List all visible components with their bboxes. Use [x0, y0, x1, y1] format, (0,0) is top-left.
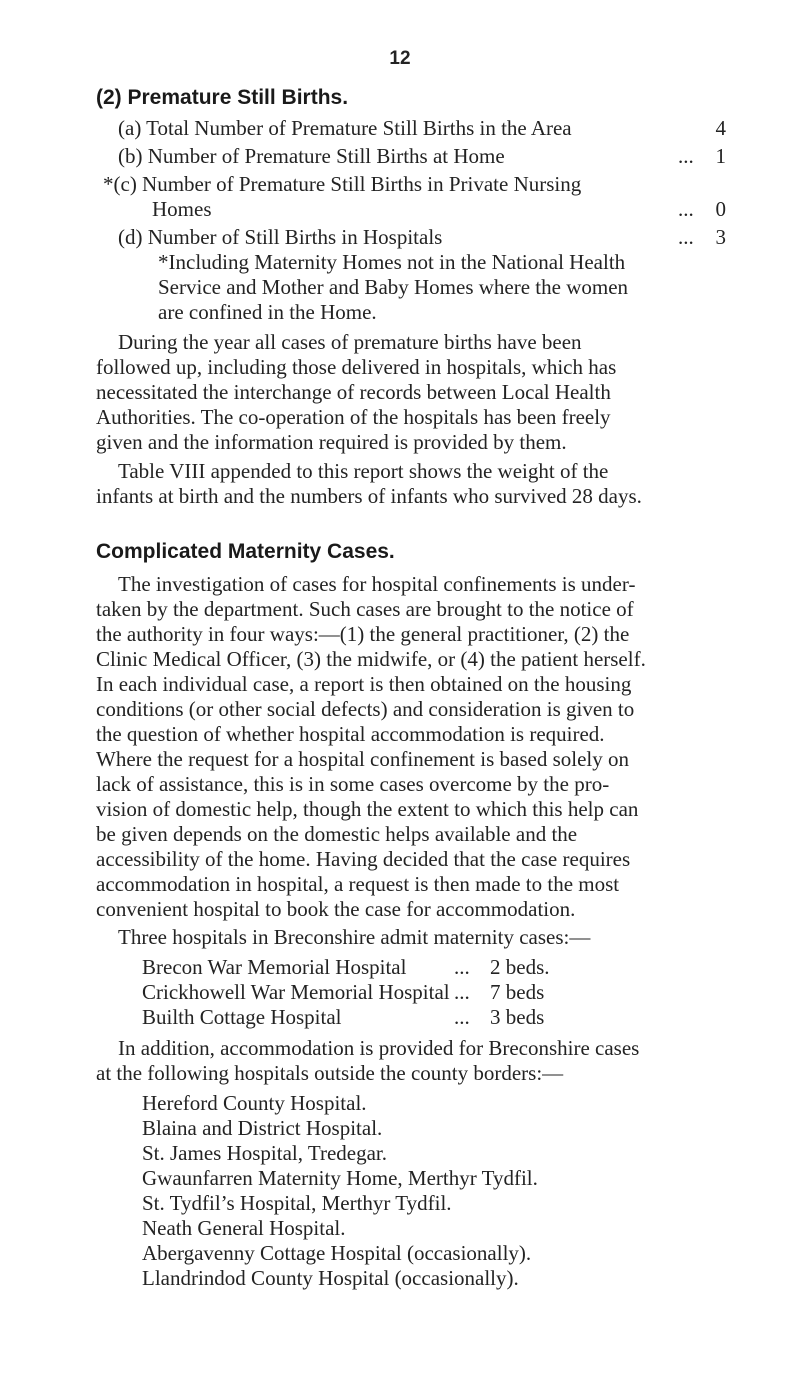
item-c-label: *(c) Number of Premature Still Births in Private Nursing — [103, 172, 582, 196]
para-line: convenient hospital to book the case for accommodation. — [96, 897, 576, 921]
item-b-label: (b) Number of Premature Still Births at Home — [118, 144, 505, 168]
para-line: The investigation of cases for hospital confinements is under- — [118, 572, 636, 596]
item-c-value: 0 — [715, 197, 726, 221]
para-line: vision of domestic help, though the extent to which this help can — [96, 797, 639, 821]
para-line: at the following hospitals outside the county borders:— — [96, 1061, 564, 1085]
para-line: In each individual case, a report is then obtained on the housing — [96, 672, 632, 696]
para-line: Where the request for a hospital confinement is based solely on — [96, 747, 629, 771]
para-line: accommodation in hospital, a request is then made to the most — [96, 872, 620, 896]
para-line: Clinic Medical Officer, (3) the midwife, or (4) the patient herself. — [96, 647, 646, 671]
item-c-leader: ... — [678, 197, 694, 221]
para-line: the authority in four ways:—(1) the general practitioner, (2) the — [96, 622, 630, 646]
para-line: taken by the department. Such cases are brought to the notice of — [96, 597, 634, 621]
hospital-beds: 7 beds — [490, 980, 545, 1004]
para-line: Authorities. The co-operation of the hospitals has been freely — [96, 405, 611, 429]
para-line: be given depends on the domestic helps available and the — [96, 822, 578, 846]
para-line: lack of assistance, this is in some cases overcome by the pro- — [96, 772, 610, 796]
item-d-leader: ... — [678, 225, 694, 249]
item-b-value: 1 — [715, 144, 726, 168]
hospital-leader: ... — [454, 1005, 470, 1029]
outside-hospital: St. Tydfil’s Hospital, Merthyr Tydfil. — [142, 1191, 452, 1215]
para-line: infants at birth and the numbers of infants who survived 28 days. — [96, 484, 642, 508]
hospital-name: Crickhowell War Memorial Hospital — [142, 980, 450, 1004]
hospital-leader: ... — [454, 980, 470, 1004]
para-line: accessibility of the home. Having decided that the case requires — [96, 847, 631, 871]
para-line: Table VIII appended to this report shows the weight of the — [118, 459, 609, 483]
premature-heading: (2) Premature Still Births. — [96, 86, 349, 109]
hospital-name: Builth Cottage Hospital — [142, 1005, 342, 1029]
footnote-line: Service and Mother and Baby Homes where the women — [158, 275, 629, 299]
item-d-value: 3 — [715, 225, 726, 249]
para-line: the question of whether hospital accommodation is required. — [96, 722, 605, 746]
para-line: necessitated the interchange of records between Local Health — [96, 380, 611, 404]
item-a-label: (a) Total Number of Premature Still Births in the Area — [118, 116, 572, 140]
hospital-beds: 3 beds — [490, 1005, 545, 1029]
outside-hospital: Blaina and District Hospital. — [142, 1116, 383, 1140]
outside-hospital: Llandrindod County Hospital (occasionally). — [142, 1266, 519, 1290]
footnote-line: are confined in the Home. — [158, 300, 377, 324]
complicated-heading: Complicated Maternity Cases. — [96, 540, 395, 563]
hospital-beds: 2 beds. — [490, 955, 550, 979]
outside-hospital: Neath General Hospital. — [142, 1216, 346, 1240]
outside-hospital: Abergavenny Cottage Hospital (occasionally). — [142, 1241, 532, 1265]
item-b-leader: ... — [678, 144, 694, 168]
para-line: followed up, including those delivered in hospitals, which has — [96, 355, 617, 379]
para-line: In addition, accommodation is provided for Breconshire cases — [118, 1036, 640, 1060]
para-line: given and the information required is provided by them. — [96, 430, 567, 454]
hospital-name: Brecon War Memorial Hospital — [142, 955, 407, 979]
outside-hospital: Gwaunfarren Maternity Home, Merthyr Tydfil. — [142, 1166, 538, 1190]
hospital-leader: ... — [454, 955, 470, 979]
page-number: 12 — [389, 48, 411, 69]
item-a-value: 4 — [715, 116, 726, 140]
para-line: During the year all cases of premature births have been — [118, 330, 582, 354]
footnote-line: *Including Maternity Homes not in the National Health — [158, 250, 626, 274]
para-line: conditions (or other social defects) and consideration is given to — [96, 697, 635, 721]
outside-hospital: Hereford County Hospital. — [142, 1091, 367, 1115]
outside-hospital: St. James Hospital, Tredegar. — [142, 1141, 387, 1165]
hospitals-intro: Three hospitals in Breconshire admit maternity cases:— — [118, 925, 591, 949]
item-d-label: (d) Number of Still Births in Hospitals — [118, 225, 443, 249]
item-c-label-cont: Homes — [152, 197, 212, 221]
